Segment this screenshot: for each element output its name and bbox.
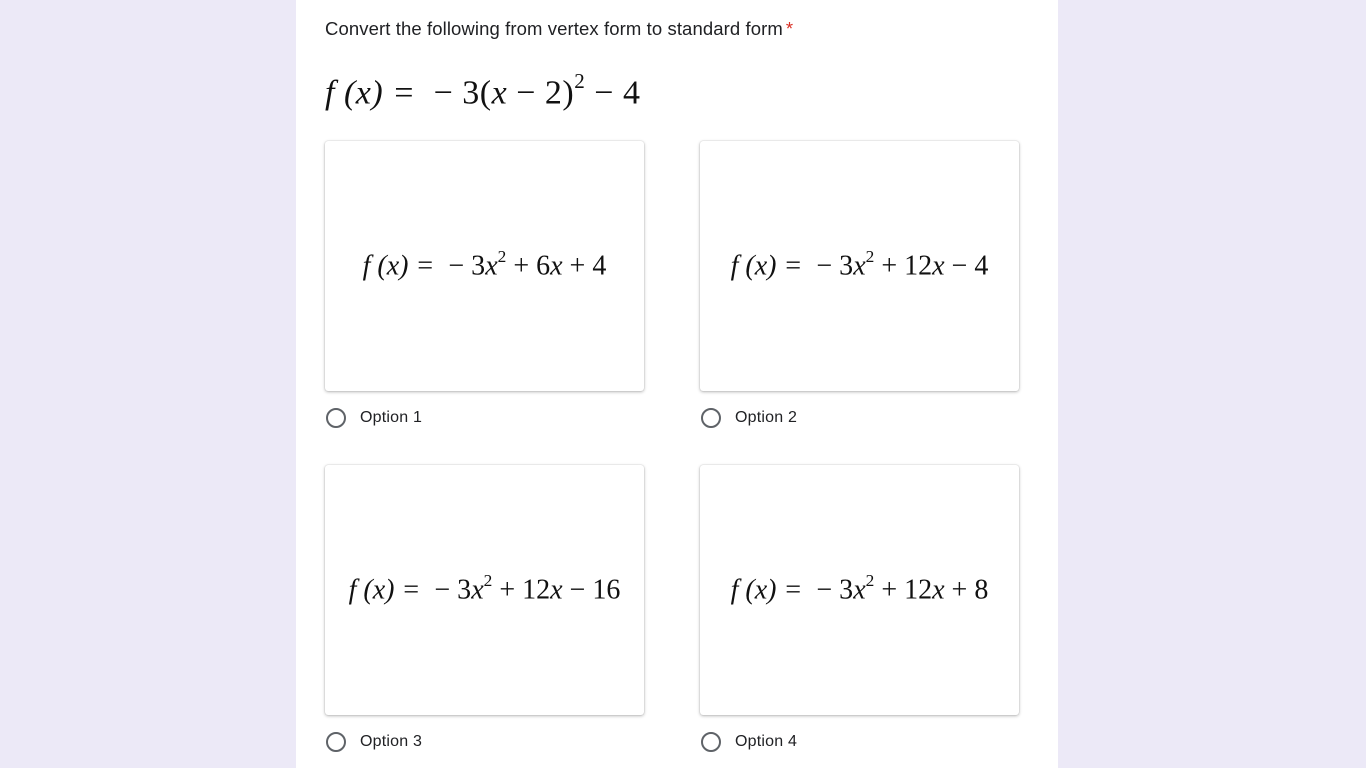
- option-2-radio[interactable]: [701, 408, 721, 428]
- option-2-choice[interactable]: [700, 405, 797, 431]
- option-4-label: Option 4: [735, 733, 798, 750]
- option-variable: x: [932, 574, 945, 606]
- option-3-label: Option 3: [360, 733, 423, 750]
- option-part: − 3: [816, 250, 854, 282]
- option-part: − 3: [448, 250, 486, 282]
- option-part: + 6: [506, 250, 551, 282]
- option-3-expression: [348, 570, 621, 606]
- option-variable: x: [853, 574, 866, 606]
- option-exponent: 2: [483, 570, 493, 590]
- option-1-radio[interactable]: [326, 408, 346, 428]
- option-part: + 12: [874, 574, 933, 606]
- option-4-image[interactable]: [700, 465, 1019, 715]
- option-exponent: 2: [865, 246, 875, 266]
- option-lhs: f (x) =: [730, 574, 803, 606]
- option-1-choice[interactable]: [325, 405, 422, 431]
- option-3-image[interactable]: [325, 465, 644, 715]
- option-4-expression: [730, 570, 989, 606]
- option-variable: x: [550, 574, 563, 606]
- option-lhs: f (x) =: [348, 574, 421, 606]
- option-part: − 16: [562, 574, 621, 606]
- required-marker: *: [785, 18, 794, 39]
- expression-part: − 4: [585, 74, 641, 112]
- expression-variable: x: [491, 74, 508, 112]
- option-part: + 12: [874, 250, 933, 282]
- option-1-label: Option 1: [360, 409, 423, 426]
- option-2-expression: [730, 246, 989, 282]
- option-4-radio[interactable]: [701, 732, 721, 752]
- option-exponent: 2: [865, 570, 875, 590]
- option-part: + 8: [944, 574, 989, 606]
- option-part: + 4: [562, 250, 607, 282]
- option-4-choice[interactable]: [700, 729, 797, 755]
- option-lhs: f (x) =: [362, 250, 435, 282]
- question-card: [296, 0, 1058, 768]
- option-lhs: f (x) =: [730, 250, 803, 282]
- option-2-label: Option 2: [735, 409, 798, 426]
- option-variable: x: [471, 574, 484, 606]
- option-1-expression: [362, 246, 607, 282]
- option-variable: x: [932, 250, 945, 282]
- option-part: − 3: [816, 574, 854, 606]
- option-3-choice[interactable]: [325, 729, 422, 755]
- expression-part: − 3(: [433, 74, 492, 112]
- question-expression-image: [325, 68, 641, 112]
- expression-part: − 2): [507, 74, 575, 112]
- option-2-image[interactable]: [700, 141, 1019, 391]
- question-title: [325, 18, 793, 40]
- option-part: − 3: [434, 574, 472, 606]
- option-part: − 4: [944, 250, 989, 282]
- option-variable: x: [853, 250, 866, 282]
- option-part: + 12: [492, 574, 551, 606]
- expression-exponent: 2: [574, 68, 586, 93]
- option-1-image[interactable]: [325, 141, 644, 391]
- option-variable: x: [550, 250, 563, 282]
- option-variable: x: [485, 250, 498, 282]
- expression-lhs: f (x) =: [325, 74, 416, 112]
- question-text: Convert the following from vertex form to standard form: [325, 18, 783, 39]
- option-3-radio[interactable]: [326, 732, 346, 752]
- option-exponent: 2: [497, 246, 507, 266]
